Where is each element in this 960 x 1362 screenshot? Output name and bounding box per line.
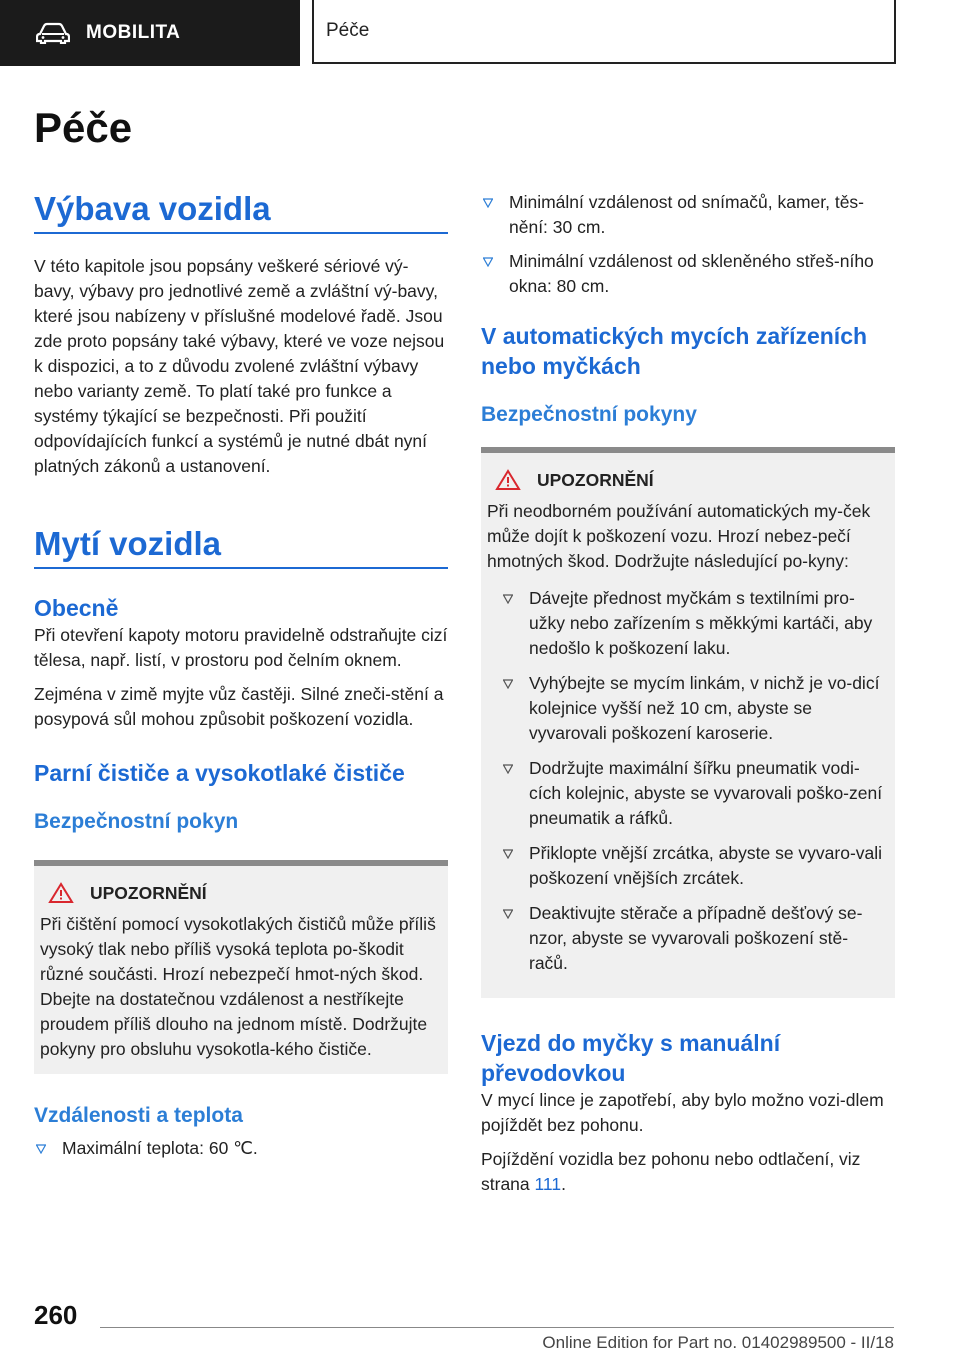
- distance-list: [34, 1136, 448, 1161]
- subsection-title-automaticke: V automatických mycích zařízeních nebo myčkách: [481, 323, 868, 379]
- bullet-triangle-icon: [503, 679, 513, 689]
- subheading-bezpecnostni-pokyny: Bezpečnostní pokyny: [481, 403, 697, 426]
- bullet-triangle-icon: [36, 1144, 46, 1154]
- vybava-paragraph: V této kapitole jsou popsány veškeré sériové vý-bavy, výbavy pro jednotlivé země a zvláštní vý-bavy, které jsou nabízeny v příslušné modelové řadě. Jsou zde proto popsány také výbavy, které ve voze nejsou k dispozici, a to z důvodu zvolené zvláštní výbavy nebo varianty země. To platí také pro funkce a systémy týkající se bezpečnosti. Při použití odpovídajících funkcí a systémů je nutné dbát nyní platných zákonů a ustanovení.: [34, 256, 445, 476]
- warning-box-high-pressure: [34, 860, 448, 1074]
- list-item: [501, 756, 885, 831]
- list-item: [501, 671, 885, 746]
- list-item: [34, 1136, 448, 1161]
- warning-title: UPOZORNĚNÍ: [90, 882, 207, 903]
- page-number: 260: [34, 1300, 78, 1330]
- warning-triangle-icon: [48, 882, 74, 904]
- warning-box-car-wash: [481, 447, 895, 998]
- header-chapter-box: [312, 0, 896, 64]
- distance-list-continued: [481, 190, 895, 299]
- vjezd-paragraph-2-end: .: [561, 1174, 566, 1194]
- subsection-title-parni: Parní čističe a vysokotlaké čističe: [34, 760, 405, 786]
- subheading-bezpecnostni-pokyn: Bezpečnostní pokyn: [34, 810, 239, 833]
- obecne-paragraph-2: Zejména v zimě myjte vůz častěji. Silné zneči-stění a posypová sůl mohou způsobit poškození vozidla.: [34, 684, 444, 729]
- car-icon: [36, 22, 70, 44]
- obecne-paragraph-1: Při otevření kapoty motoru pravidelně odstraňujte cizí tělesa, např. listí, v prostoru pod čelním oknem.: [34, 625, 448, 670]
- list-item-text: Maximální teplota: 60 ℃.: [62, 1138, 258, 1158]
- bullet-triangle-icon: [503, 594, 513, 604]
- bullet-triangle-icon: [483, 257, 493, 267]
- warning-text: Při čištění pomocí vysokotlakých čističů může příliš vysoký tlak nebo příliš vysoká teplota po-škodit různé součásti. Hrozí nebezpečí hmot-ných škod. Dbejte na dostatečnou vzdálenost a nestříkejte proudem příliš dlouho na jednom místě. Dodržujte pokyny pro obsluhu vysokotla-kého čističe.: [40, 914, 436, 1059]
- header-section-label: MOBILITA: [86, 22, 181, 43]
- list-item-text: Dodržujte maximální šířku pneumatik vodi-cích kolejnic, abyste se vyvarovali poško-zení pneumatik a ráfků.: [529, 758, 883, 828]
- left-column: [34, 190, 448, 1170]
- section-title-vybava: Výbava vozidla: [34, 190, 448, 234]
- right-column: [481, 190, 895, 1197]
- list-item: [501, 841, 885, 891]
- warning-header: [48, 882, 438, 904]
- list-item: [481, 249, 895, 299]
- section-title-myti: Mytí vozidla: [34, 525, 448, 569]
- list-item-text: Deaktivujte stěrače a případně dešťový se-nzor, abyste se vyvarovali poškození stě-račů.: [529, 903, 863, 973]
- bullet-triangle-icon: [503, 849, 513, 859]
- subsection-title-obecne: Obecně: [34, 595, 119, 621]
- list-item: [501, 586, 885, 661]
- warning-list: [501, 586, 885, 976]
- list-item-text: Dávejte přednost myčkám s textilními pro-užky nebo zařízením s měkkými kartáči, aby nedošlo k poškození laku.: [529, 588, 873, 658]
- warning-text: Při neodborném používání automatických my-ček může dojít k poškození vozu. Hrozí nebez-pečí hmotných škod. Dodržujte následující po-kyny:: [487, 501, 871, 571]
- bullet-triangle-icon: [503, 764, 513, 774]
- vjezd-paragraph-1: V mycí lince je zapotřebí, aby bylo možno vozi-dlem pojíždět bez pohonu.: [481, 1090, 884, 1135]
- vjezd-paragraph-2: [481, 1147, 895, 1197]
- page-title: Péče: [34, 104, 133, 151]
- list-item-text: Vyhýbejte se mycím linkám, v nichž je vo-dicí kolejnice vyšší než 10 cm, abyste se vyvarovali poškození karoserie.: [529, 673, 880, 743]
- list-item-text: Minimální vzdálenost od snímačů, kamer, těs-nění: 30 cm.: [509, 192, 865, 237]
- warning-header: [495, 469, 885, 491]
- vjezd-paragraph-2-text: Pojíždění vozidla bez pohonu nebo odtlačení, viz strana: [481, 1149, 861, 1194]
- header-section-tab: [0, 0, 300, 66]
- bullet-triangle-icon: [503, 909, 513, 919]
- list-item: [481, 190, 895, 240]
- list-item-text: Minimální vzdálenost od skleněného střeš-ního okna: 80 cm.: [509, 251, 874, 296]
- subheading-vzdalenosti: Vzdálenosti a teplota: [34, 1104, 243, 1127]
- subsection-title-vjezd: Vjezd do myčky s manuální převodovkou: [481, 1030, 781, 1086]
- bullet-triangle-icon: [483, 198, 493, 208]
- page-reference-link[interactable]: 111: [534, 1174, 562, 1194]
- list-item: [501, 901, 885, 976]
- footer-edition: Online Edition for Part no. 01402989500 - II/18: [542, 1333, 894, 1352]
- warning-title: UPOZORNĚNÍ: [537, 469, 654, 490]
- warning-triangle-icon: [495, 469, 521, 491]
- list-item-text: Přiklopte vnější zrcátka, abyste se vyvaro-vali poškození vnějších zrcátek.: [529, 843, 883, 888]
- header-chapter-label: Péče: [326, 20, 370, 41]
- footer-divider: [100, 1327, 894, 1328]
